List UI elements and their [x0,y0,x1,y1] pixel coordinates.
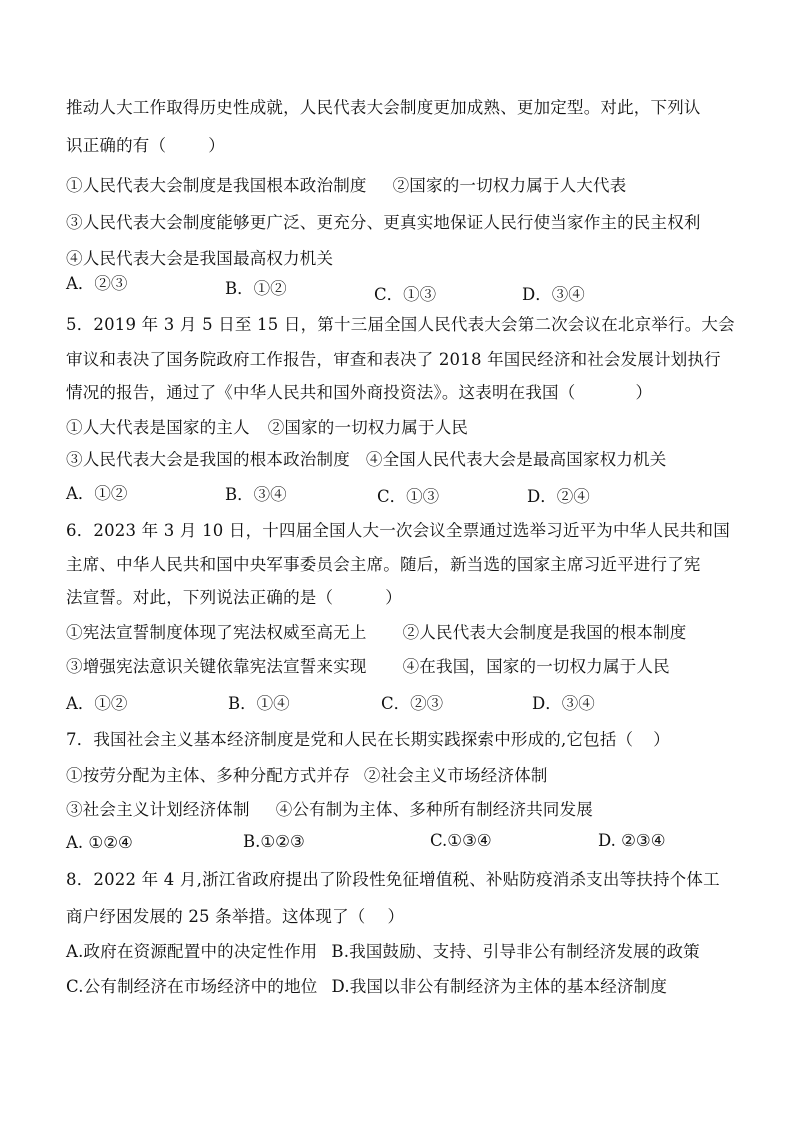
q5-stem-line-1: 5．2019 年 3 月 5 日至 15 日，第十三届全国人民代表大会第二次会议在北京举行。大会 [66,315,735,334]
q6-items-row-2 [66,653,670,677]
q5-item-2: ②国家的一切权力属于人民 [267,418,469,437]
q5-option-a: A．①② [66,484,128,503]
q4-stem-text: 识正确的有（ [66,136,167,155]
q8-option-b: B.我国鼓励、支持、引导非公有制经济发展的政策 [331,942,700,961]
q8-option-a: A.政府在资源配置中的决定性作用 [66,942,318,961]
q7-stem-close: ） [653,730,670,749]
q5-option-d: D．②④ [527,487,590,506]
q5-stem-text: 情况的报告，通过了《中华人民共和国外商投资法》。这表明在我国（ [66,383,576,402]
q6-items-row-1 [66,619,687,643]
q4-option-c: C．①③ [374,285,437,304]
q8-option-d: D.我国以非公有制经济为主体的基本经济制度 [331,977,668,996]
q8-options-row-2 [66,973,667,997]
q7-option-d: D. ②③④ [598,831,666,850]
q7-item-1: ①按劳分配为主体、多种分配方式并存 [66,766,350,785]
q4-stem-line-2 [66,132,225,156]
q6-option-d: D．③④ [532,694,595,713]
q7-item-2: ②社会主义市场经济体制 [363,766,548,785]
q6-option-c: C．②③ [381,694,444,713]
q8-options-row-1 [66,938,700,962]
q5-item-4: ④全国人民代表大会是最高国家权力机关 [365,450,667,469]
q6-stem-line-3 [66,584,402,608]
q7-option-a: A. ①②④ [66,833,133,852]
q5-stem-line-2: 审议和表决了国务院政府工作报告，审查和表决了 2018 年国民经济和社会发展计划执行 [66,350,721,369]
q7-items-row-1 [66,762,548,786]
q4-option-a: A．②③ [66,274,128,293]
q5-stem-close: ） [635,383,653,402]
q7-item-4: ④公有制为主体、多种所有制经济共同发展 [275,800,594,819]
q6-option-a: A．①② [66,694,128,713]
q8-stem-line-2 [66,903,404,927]
q6-item-4: ④在我国，国家的一切权力属于人民 [402,657,670,676]
q5-item-1: ①人大代表是国家的主人 [66,418,250,437]
q6-stem-line-1: 6．2023 年 3 月 10 日，十四届全国人大一次会议全票通过选举习近平为中华人民共和国 [66,521,730,540]
q4-option-d: D．③④ [522,285,585,304]
q5-option-b: B．③④ [225,485,287,504]
q5-item-3: ③人民代表大会是我国的根本政治制度 [66,450,350,469]
q8-stem-line-1: 8．2022 年 4 月,浙江省政府提出了阶段性免征增值税、补贴防疫消杀支出等扶持个体工 [66,870,720,889]
q7-option-c: C.①③④ [430,831,492,850]
q8-stem-text: 商户纾困发展的 25 条举措。这体现了（ [66,907,366,926]
q4-items-row-1 [66,172,626,196]
q6-option-b: B．①④ [228,694,290,713]
q6-stem-close: ） [385,588,402,607]
q4-item-1: ①人民代表大会制度是我国根本政治制度 [66,176,367,195]
q7-option-b: B.①②③ [243,832,305,851]
q6-item-2: ②人民代表大会制度是我国的根本制度 [402,623,687,642]
q4-item-2: ②国家的一切权力属于人大代表 [392,176,627,195]
q8-stem-close: ） [387,907,405,926]
q6-item-1: ①宪法宣誓制度体现了宪法权威至高无上 [66,623,367,642]
q7-stem-text: 7．我国社会主义基本经济制度是党和人民在长期实践探索中形成的,它包括（ [66,730,634,749]
q4-item-3: ③人民代表大会制度能够更广泛、更充分、更真实地保证人民行使当家作主的民主权利 [66,213,701,232]
q5-items-row-1 [66,414,468,438]
q4-option-b: B．①② [225,279,287,298]
q6-item-3: ③增强宪法意识关键依靠宪法宣誓来实现 [66,657,367,676]
q7-item-3: ③社会主义计划经济体制 [66,800,250,819]
q5-option-c: C．①③ [377,487,440,506]
q8-option-c: C.公有制经济在市场经济中的地位 [66,977,318,996]
q6-stem-text: 法宣誓。对此，下列说法正确的是（ [66,588,334,607]
q7-items-row-2 [66,796,593,820]
q4-stem-line-1: 推动人大工作取得历史性成就，人民代表大会制度更加成熟、更加定型。对此，下列认 [66,98,701,117]
q5-items-row-2 [66,446,667,470]
q7-stem-line-1 [66,726,670,750]
q6-stem-line-2: 主席、中华人民共和国中央军事委员会主席。随后，新当选的国家主席习近平进行了宪 [66,555,701,574]
q4-item-4: ④人民代表大会是我国最高权力机关 [66,249,334,268]
q5-stem-line-3 [66,379,652,403]
q4-stem-close: ） [208,136,225,155]
